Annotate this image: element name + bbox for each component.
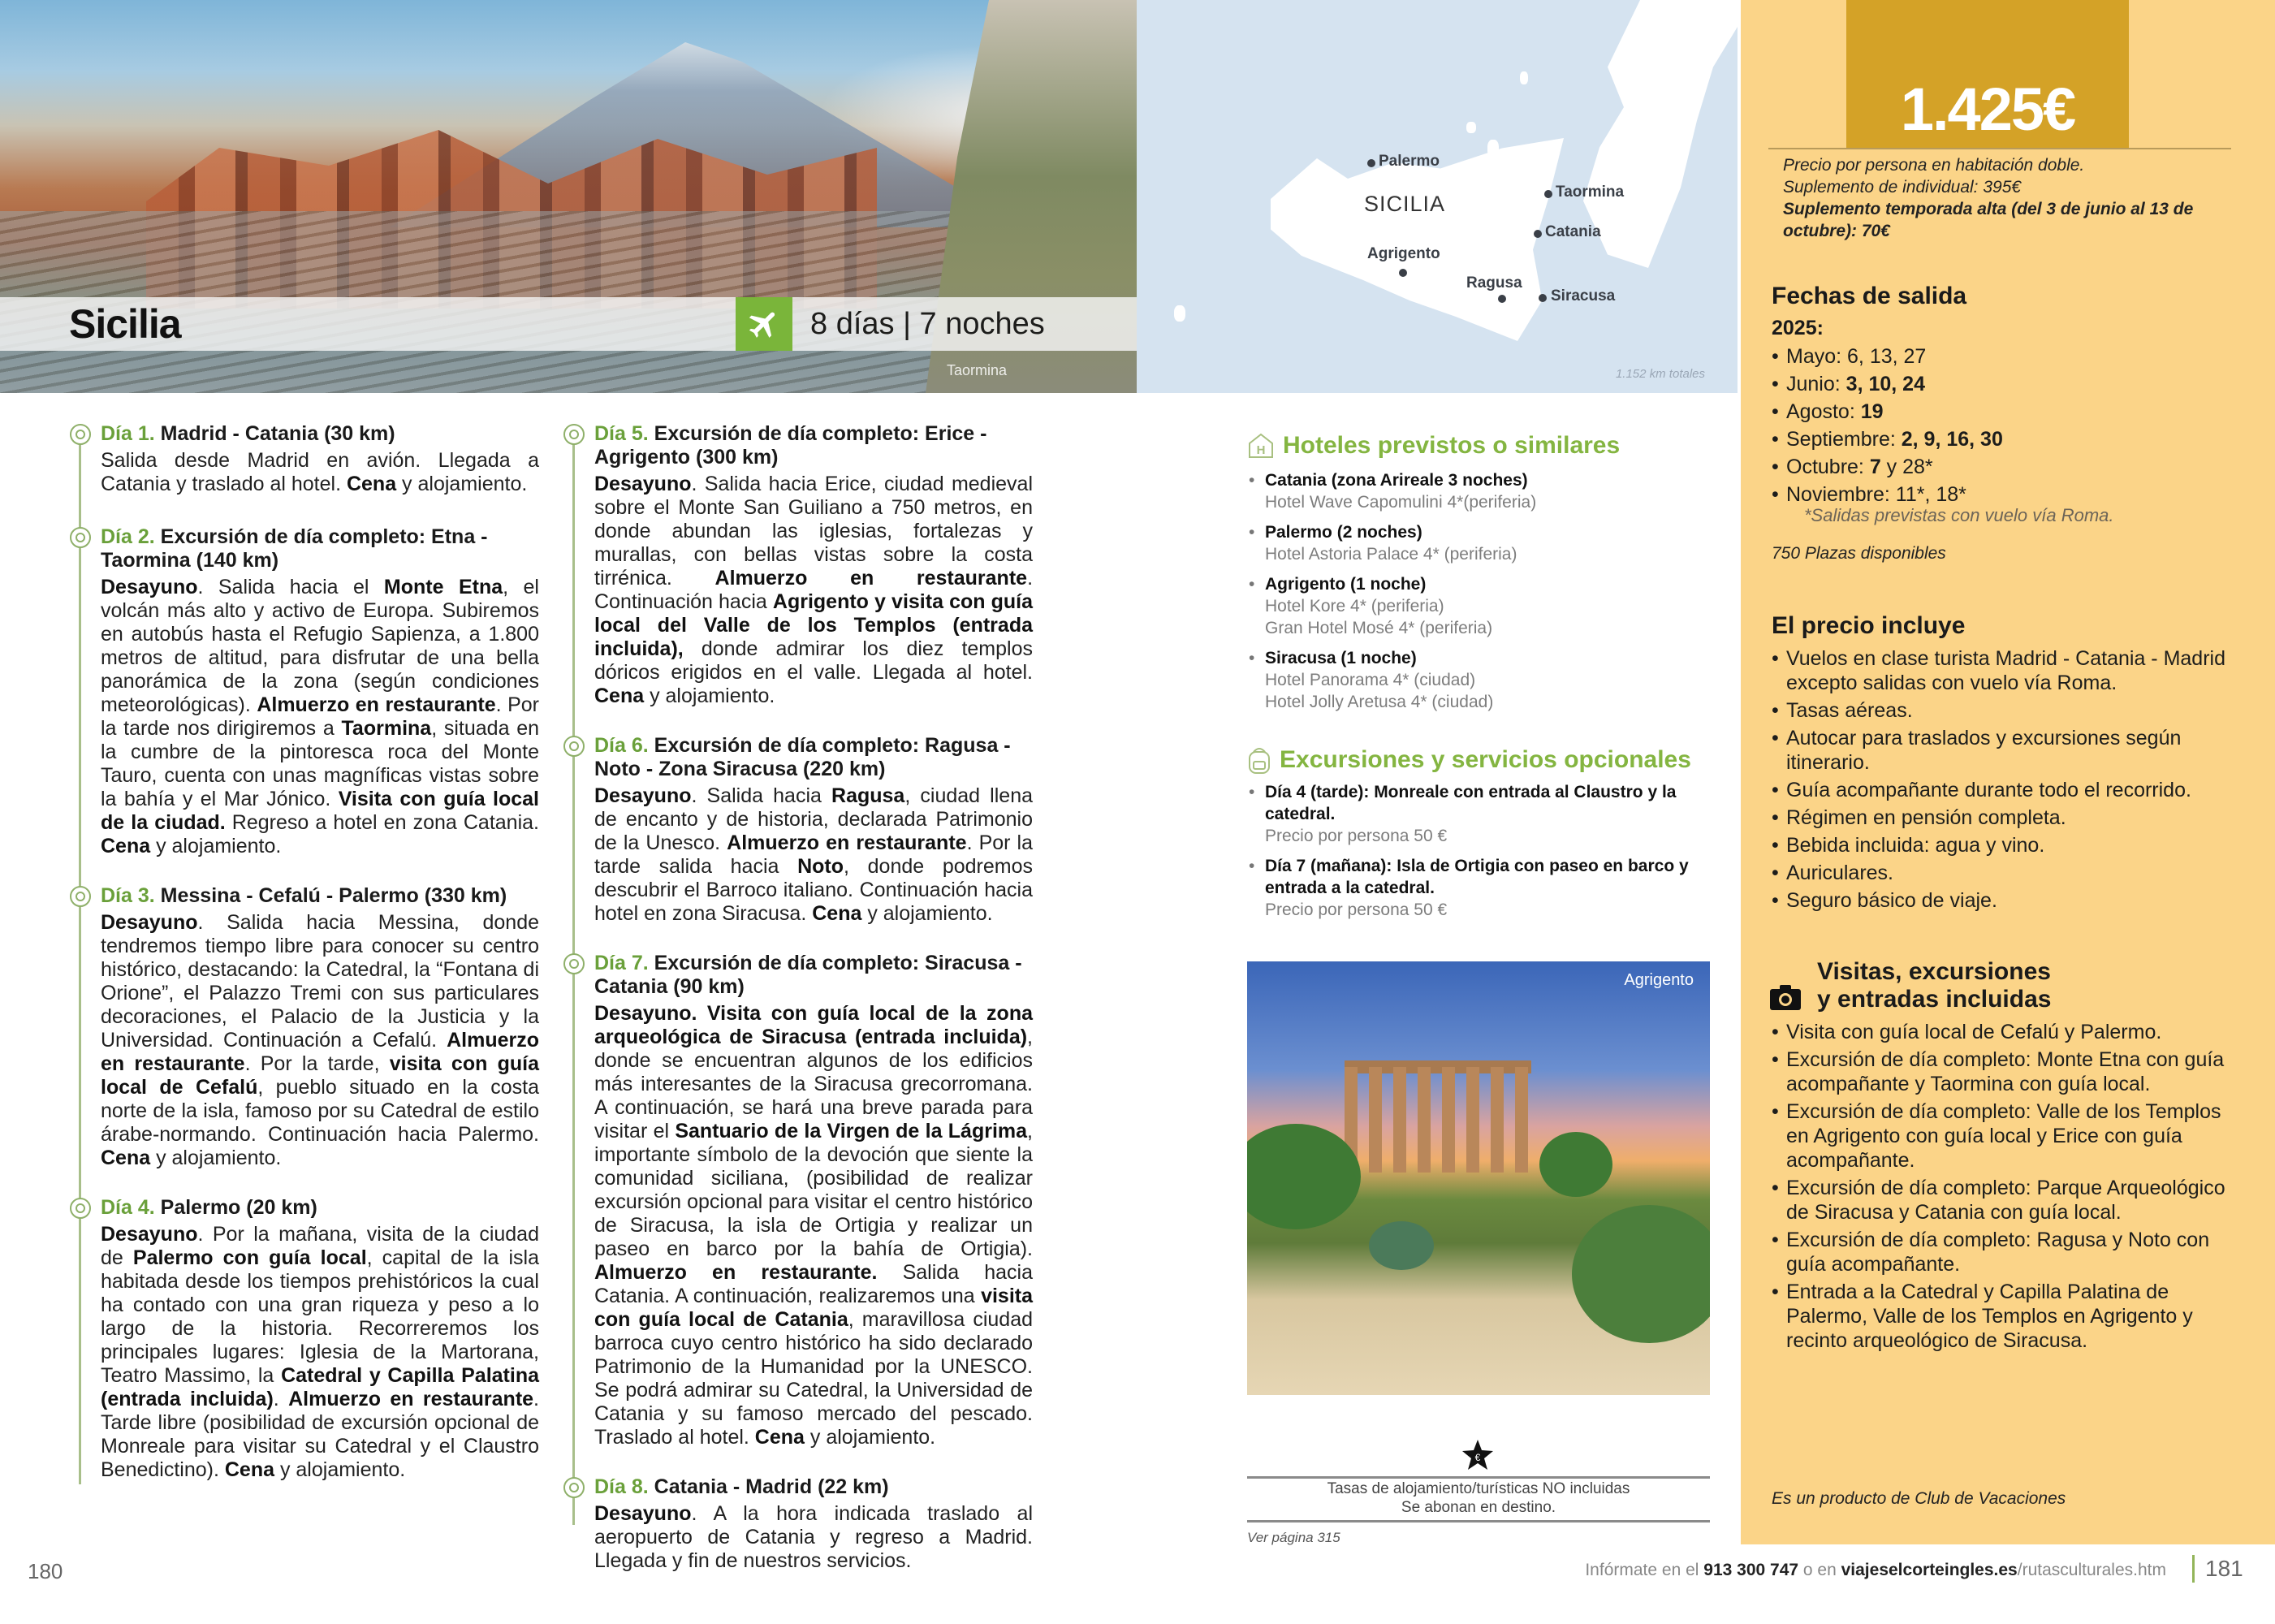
itinerary-day [101,525,539,858]
day-description: Desayuno. Salida hacia el Monte Etna, el volcán más alto y activo de Europa. Subiremos en autobús hasta el Refugio Sapienza, a 1.800 metros de altitud, para disfrutar de una bella panorámica de la zona (según condiciones meteorológicas). Almuerzo en restaurante. Por la tarde nos dirigiremos a Taormina, situada en la cumbre de la pintoresca roca del Monte Tauro, cuenta con unas magníficas vistas sobre la bahía y el Mar Jónico. Visita con guía local de la ciudad. Regreso a hotel en zona Catania. Cena y alojamiento. [101,576,539,857]
footer-site-path[interactable]: /rutasculturales.htm [2017,1561,2166,1579]
day-title: Excursión de día completo: Etna - Taormina (140 km) [101,525,488,572]
hotel-item: • Siracusa (1 noche) Hotel Panorama 4* (ciudad) Hotel Jolly Aretusa 4* (ciudad) [1247,647,1718,713]
include-item: • Bebida incluida: agua y vino. [1772,833,2243,857]
map-city-agrigento: Agrigento [1367,245,1440,262]
airplane-icon [746,306,782,342]
club-vacaciones-note: Es un producto de Club de Vacaciones [1772,1489,2066,1508]
available-seats: 750 Plazas disponibles [1772,544,1946,563]
footer-site-link[interactable]: viajeselcorteingles.es [1841,1561,2018,1579]
photo-bush [1572,1205,1710,1343]
day-description: Desayuno. Salida hacia Erice, ciudad medieval sobre el Monte San Guiliano a 750 metros, en donde abundan las iglesias, fortalezas y murallas, con bellas vistas sobre la costa tirrénica. Almuerzo en restaurante. Continuación hacia Agrigento y visita con guía local del Valle de los Templos (entrada incluida), donde admirar los diez templos dóricos erigidos en el valle. Llegada al hotel. Cena y alojamiento. [594,473,1034,707]
day-title: Madrid - Catania (30 km) [160,422,395,445]
day-heading [594,952,1033,999]
route-map [1137,0,1738,393]
page-number-left: 180 [28,1559,63,1583]
hotel-item: • Catania (zona Arireale 3 noches) Hotel Wave Capomulini 4*(periferia) [1247,469,1718,513]
price-divider [1768,148,2231,149]
map-dot-siracusa [1539,294,1547,302]
visit-item: • Excursión de día completo: Ragusa y Noto con guía acompañante. [1772,1228,2243,1276]
price-amount: 1.425€ [1900,76,2075,143]
day-number: Día 7. [594,952,654,974]
photo-bush [1247,1124,1361,1229]
map-dot-catania [1534,230,1542,238]
departures-year: 2025: [1772,317,1824,339]
day-title: Messina - Cefalú - Palermo (330 km) [160,884,507,907]
hero-image [0,0,1137,393]
day-description: Salida desde Madrid en avión. Llegada a Catania y traslado al hotel. Cena y alojamiento. [101,449,539,495]
day-marker-icon [563,1477,585,1498]
itinerary-day [101,884,539,1170]
map-islet [1174,305,1185,322]
optional-heading [1247,745,1691,775]
day-title: Palermo (20 km) [160,1196,317,1219]
itinerary-day [594,1475,1033,1573]
day-number: Día 1. [101,422,161,445]
map-city-ragusa: Ragusa [1466,274,1522,292]
day-title: Excursión de día completo: Erice - Agrigento (300 km) [594,422,987,469]
day-description: Desayuno. Salida hacia Messina, donde tendremos tiempo libre para conocer su centro histórico, destacando: la Catedral, la “Fontana di Orione”, el Palazzo Tremi con sus particulares decoraciones, el Palacio de la Justicia y la Universidad. Continuación a Cefalú. Almuerzo en restaurante. Por la tarde, visita con guía local de Cefalú, pueblo situado en la costa norte de la isla, famoso por su Catedral de estilo árabe-normando. Continuación hacia Palermo. Cena y alojamiento. [101,911,539,1169]
tax-divider [1247,1520,1710,1522]
day-number: Día 2. [101,525,161,548]
itinerary-column-1 [101,422,539,1503]
timeline-line [79,429,81,1484]
svg-text:€: € [1474,1452,1481,1463]
include-item: • Guía acompañante durante todo el recorrido. [1772,778,2243,802]
visit-item: • Excursión de día completo: Parque Arqueológico de Siracusa y Catania con guía local. [1772,1176,2243,1224]
backpack-icon [1247,745,1271,775]
timeline-line [572,429,575,1525]
page-title: Sicilia [69,301,181,347]
hero-caption: Taormina [947,362,1008,378]
itinerary-day [101,422,539,496]
hotel-item: • Agrigento (1 noche) Hotel Kore 4* (periferia) Gran Hotel Mosé 4* (periferia) [1247,573,1718,639]
tax-notice: Tasas de alojamiento/turísticas NO incluidas Se abonan en destino. [1327,1480,1630,1516]
include-item: • Vuelos en clase turista Madrid - Catania - Madrid excepto salidas con vuelo vía Roma. [1772,646,2243,695]
map-distance: 1.152 km totales [1615,367,1705,381]
visit-item: • Entrada a la Catedral y Capilla Palatina de Palermo, Valle de los Templos en Agrigento y recinto arqueológico de Siracusa. [1772,1280,2243,1353]
day-number: Día 3. [101,884,161,907]
hotel-item: • Palermo (2 noches) Hotel Astoria Palace 4* (periferia) [1247,521,1718,565]
day-description: Desayuno. Visita con guía local de la zona arqueológica de Siracusa (entrada incluida), donde se encuentran algunos de los edificios más interesantes de la Siracusa grecorromana. A continuación, se hará una breve parada para visitar el Santuario de la Virgen de la Lágrima, importante símbolo de la devoción que siente la comunidad siciliana, (posibilidad de realizar excursión opcional para visitar el centro histórico de Siracusa, la isla de Ortigia y realizar un paseo en barco por la bahía de Ortigia). Almuerzo en restaurante. Salida hacia Catania. A continuación, realizaremos una visita con guía local de Catania, maravillosa ciudad barroca cuyo centro histórico ha sido declarado Patrimonio de la Humanidad por la UNESCO. Se podrá admirar su Catedral, la Universidad de Catania y su famoso mercado del pescado. Traslado al hotel. Cena y alojamiento. [594,1002,1033,1449]
visits-list [1772,1020,2243,1356]
day-number: Día 4. [101,1196,161,1219]
visit-item: • Visita con guía local de Cefalú y Palermo. [1772,1020,2243,1044]
departure-month: • Mayo: 6, 13, 27 [1772,344,2243,369]
day-marker-icon [70,424,91,445]
day-heading [594,422,1033,469]
photo-caption: Agrigento [1624,971,1694,989]
day-description: Desayuno. A la hora indicada traslado al aeropuerto de Catania y regreso a Madrid. Llegada y fin de nuestros servicios. [594,1502,1033,1572]
footer-phone[interactable]: 913 300 747 [1703,1561,1799,1579]
page-number-right: 181 [2205,1556,2243,1581]
departure-month: • Septiembre: 2, 9, 16, 30 [1772,427,2243,451]
includes-heading: El precio incluye [1772,612,1966,639]
euro-star-icon [1461,1439,1494,1471]
day-marker-icon [70,1198,91,1219]
include-item: • Seguro básico de viaje. [1772,888,2243,913]
map-city-siracusa: Siracusa [1551,287,1616,304]
trip-duration: 8 días | 7 noches [810,307,1045,341]
itinerary-day [101,1196,539,1482]
day-marker-icon [70,886,91,907]
agrigento-photo [1247,961,1710,1395]
map-dot-ragusa [1498,295,1506,303]
day-marker-icon [70,527,91,548]
day-heading [101,884,539,908]
itinerary-day [594,734,1033,926]
optional-item: • Día 4 (tarde): Monreale con entrada al Claustro y la catedral. Precio por persona 50 € [1247,781,1718,847]
include-item: • Régimen en pensión completa. [1772,806,2243,830]
map-dot-taormina [1544,190,1552,198]
price-sidebar [1741,0,2275,1544]
day-heading [594,734,1033,781]
flight-badge [736,297,792,351]
optional-list [1247,781,1718,929]
footer-contact: Infórmate en el 913 300 747 o en viajeselcorteingles.es/rutasculturales.htm [1585,1561,2166,1579]
price-notes: Precio por persona en habitación doble. Suplemento de individual: 395€ Suplemento temporada alta (del 3 de junio al 13 de octubre): 70€ [1783,156,2194,240]
map-islet [1487,140,1499,158]
departure-month: • Octubre: 7 y 28* [1772,455,2243,479]
departures-list [1772,344,2243,510]
departure-month: • Junio: 3, 10, 24 [1772,372,2243,396]
day-title: Catania - Madrid (22 km) [654,1475,889,1498]
day-description: Desayuno. Por la mañana, visita de la ciudad de Palermo con guía local, capital de la isla habitada desde los tiempos prehistóricos la cual ha contado con una gran riqueza y peso a lo largo de la historia. Recorreremos los principales lugares: Iglesia de la Martorana, Teatro Massimo, la Catedral y Capilla Palatina (entrada incluida). Almuerzo en restaurante. Tarde libre (posibilidad de excursión opcional de Monreale para visitar su Catedral y el Claustro Benedictino). Cena y alojamiento. [101,1223,539,1481]
optional-heading-text: Excursiones y servicios opcionales [1280,746,1691,773]
photo-bush [1539,1132,1612,1197]
departure-month: • Agosto: 19 [1772,400,2243,424]
day-marker-icon [563,736,585,757]
day-description: Desayuno. Salida hacia Ragusa, ciudad llena de encanto y de historia, declarada Patrimonio de la Unesco. Almuerzo en restaurante. Por la tarde salida hacia Noto, donde podremos descubrir el Barroco italiano. Continuación hacia hotel en zona Siracusa. Cena y alojamiento. [594,784,1034,925]
day-marker-icon [563,424,585,445]
hotels-list [1247,469,1718,721]
day-marker-icon [563,953,585,974]
day-number: Día 8. [594,1475,654,1498]
day-heading [101,422,539,446]
tax-divider [1247,1476,1710,1479]
day-number: Día 6. [594,734,654,757]
map-city-palermo: Palermo [1379,153,1440,170]
map-islet [1520,71,1528,84]
camera-icon [1770,984,1801,1010]
hotel-icon [1247,432,1275,460]
hotels-heading [1247,432,1620,460]
day-heading [101,1196,539,1220]
optional-item: • Día 7 (mañana): Isla de Ortigia con paseo en barco y entrada a la catedral. Precio por persona 50 € [1247,855,1718,921]
include-item: • Autocar para traslados y excursiones según itinerario. [1772,726,2243,775]
departure-month: • Noviembre: 11*, 18* [1772,482,2243,507]
day-title: Excursión de día completo: Ragusa - Noto - Zona Siracusa (220 km) [594,734,1011,780]
hotels-heading-text: Hoteles previstos o similares [1283,432,1621,459]
map-region-label: SICILIA [1364,192,1446,216]
departures-footnote: *Salidas previstas con vuelo vía Roma. [1804,505,2114,525]
day-title: Excursión de día completo: Siracusa - Catania (90 km) [594,952,1022,998]
map-dot-agrigento [1399,269,1407,277]
day-number: Día 5. [594,422,654,445]
itinerary-day [594,422,1033,708]
footer-separator [2192,1555,2195,1583]
map-city-taormina: Taormina [1556,184,1625,201]
itinerary-day [594,952,1033,1449]
visits-heading: Visitas, excursiones y entradas incluidas [1817,958,2052,1013]
svg-text:H: H [1256,443,1266,457]
visit-item: • Excursión de día completo: Valle de los Templos en Agrigento con guía local y Erice con guía acompañante. [1772,1099,2243,1173]
photo-bush [1369,1221,1434,1270]
day-heading [594,1475,1033,1499]
temple-columns [1345,1067,1531,1173]
include-item: • Auriculares. [1772,861,2243,885]
see-page-link[interactable]: Ver página 315 [1247,1530,1340,1545]
include-item: • Tasas aéreas. [1772,698,2243,723]
itinerary-column-2 [594,422,1033,1594]
day-heading [101,525,539,572]
map-city-catania: Catania [1545,223,1601,240]
visit-item: • Excursión de día completo: Monte Etna con guía acompañante y Taormina con guía local. [1772,1047,2243,1096]
map-islet [1466,122,1476,133]
includes-list [1772,646,2243,916]
map-dot-palermo [1367,159,1375,167]
departures-heading: Fechas de salida [1772,283,1967,309]
